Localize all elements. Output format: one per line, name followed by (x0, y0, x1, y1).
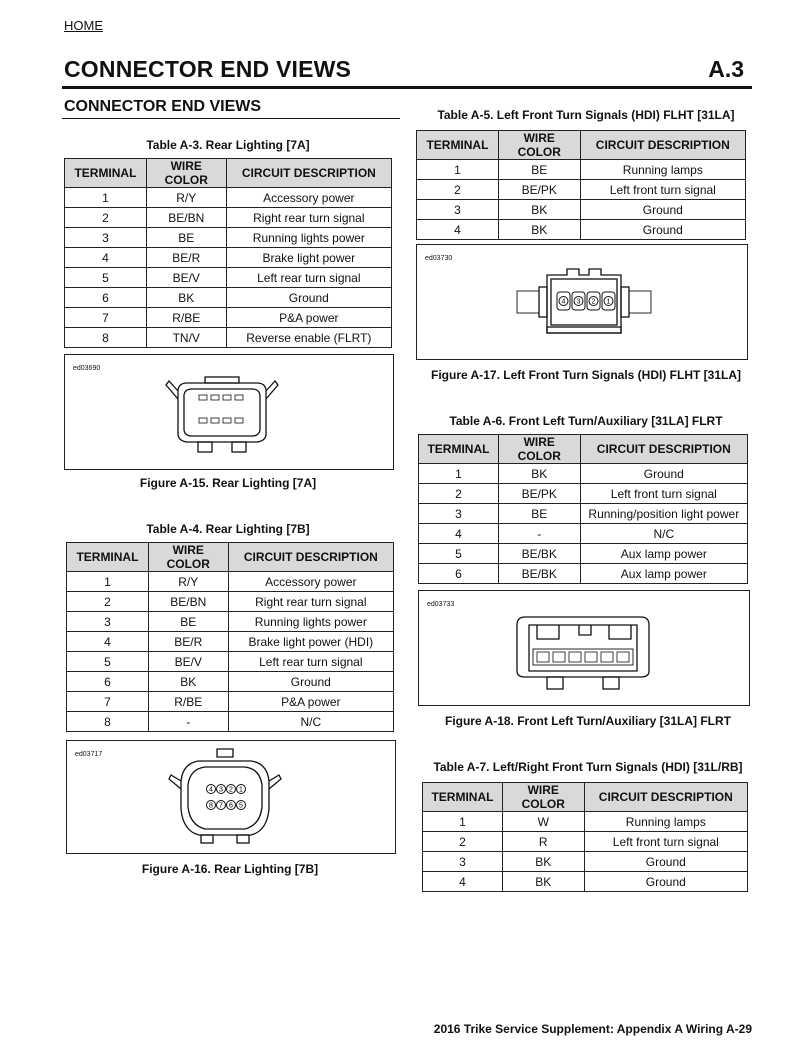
column-header: CIRCUIT DESCRIPTION (226, 159, 391, 188)
terminal-cell: 3 (417, 200, 499, 220)
pin-cavity (601, 652, 613, 662)
wire-color-cell: BE/V (148, 652, 228, 672)
wire-color-cell: BE/BN (146, 208, 226, 228)
table-a4-caption: Table A-4. Rear Lighting [7B] (146, 522, 310, 536)
wire-color-cell: TN/V (146, 328, 226, 348)
terminal-cell: 2 (423, 832, 503, 852)
connector-7b-pins (207, 785, 246, 810)
table-row (67, 612, 394, 632)
table-row (419, 564, 748, 584)
terminal-cell: 8 (67, 712, 149, 732)
table-row (65, 308, 392, 328)
column-header: TERMINAL (67, 543, 149, 572)
wire-color-cell: BE (148, 612, 228, 632)
table-row (423, 852, 748, 872)
circuit-description-cell: Aux lamp power (580, 544, 747, 564)
table-row (417, 220, 746, 240)
figure-a17-caption: Figure A-17. Left Front Turn Signals (HDI) FLHT [31LA] (431, 368, 741, 382)
wire-color-cell: BE (498, 504, 580, 524)
pin-cavity (585, 652, 597, 662)
table-row (417, 180, 746, 200)
terminal-cell: 3 (423, 852, 503, 872)
connector-31la-flrt-drawing (419, 591, 749, 705)
circuit-description-cell: Running/position light power (580, 504, 747, 524)
figure-a18 (418, 590, 750, 706)
table-row (417, 160, 746, 180)
table-a4 (66, 542, 394, 732)
connector-7b-drawing (67, 741, 395, 853)
terminal-cell: 5 (65, 268, 147, 288)
table-row (419, 524, 748, 544)
terminal-cell: 1 (65, 188, 147, 208)
table-row (419, 484, 748, 504)
terminal-cell: 4 (419, 524, 499, 544)
pin-label: 3 (576, 298, 581, 306)
circuit-description-cell: Ground (580, 200, 745, 220)
table-a5 (416, 130, 746, 240)
pin-label: 4 (561, 298, 566, 306)
column-header: CIRCUIT DESCRIPTION (228, 543, 393, 572)
terminal-cell: 1 (67, 572, 149, 592)
column-header: CIRCUIT DESCRIPTION (580, 131, 745, 160)
table-row (65, 228, 392, 248)
table-a6 (418, 434, 748, 584)
table-row (65, 248, 392, 268)
pin-cavity (569, 652, 581, 662)
column-header: TERMINAL (65, 159, 147, 188)
wire-color-cell: BE/BK (498, 564, 580, 584)
wire-color-cell: - (498, 524, 580, 544)
table-row (417, 200, 746, 220)
connector-31la-drawing (417, 245, 747, 359)
connector-7a-drawing (65, 355, 393, 469)
column-header: TERMINAL (423, 783, 503, 812)
figure-a15-caption: Figure A-15. Rear Lighting [7A] (139, 476, 317, 490)
table-a7-caption: Table A-7. Left/Right Front Turn Signals (HDI) [31L/RB] (433, 760, 743, 774)
circuit-description-cell: Right rear turn signal (226, 208, 391, 228)
figure-a16-caption: Figure A-16. Rear Lighting [7B] (141, 862, 319, 876)
table-header-row (419, 435, 748, 464)
circuit-description-cell: Accessory power (228, 572, 393, 592)
terminal-cell: 2 (67, 592, 149, 612)
circuit-description-cell: Aux lamp power (580, 564, 747, 584)
terminal-cell: 8 (65, 328, 147, 348)
pin-label: 2 (229, 786, 233, 794)
connector-31la-flrt-pins (537, 652, 629, 662)
circuit-description-cell: Ground (228, 672, 393, 692)
table-header-row (67, 543, 394, 572)
terminal-cell: 6 (419, 564, 499, 584)
table-row (67, 692, 394, 712)
wire-color-cell: R/BE (146, 308, 226, 328)
pin-label: 1 (239, 786, 243, 794)
wire-color-cell: BE/V (146, 268, 226, 288)
table-row (65, 268, 392, 288)
table-row (423, 872, 748, 892)
circuit-description-cell: Left rear turn signal (228, 652, 393, 672)
terminal-cell: 2 (65, 208, 147, 228)
table-a3 (64, 158, 392, 348)
circuit-description-cell: Reverse enable (FLRT) (226, 328, 391, 348)
terminal-cell: 6 (65, 288, 147, 308)
wire-color-cell: BE/R (148, 632, 228, 652)
wire-color-cell: R (502, 832, 584, 852)
terminal-cell: 1 (419, 464, 499, 484)
table-row (65, 288, 392, 308)
table-header-row (417, 131, 746, 160)
terminal-cell: 7 (65, 308, 147, 328)
wire-color-cell: BE/PK (498, 484, 580, 504)
column-header: WIRE COLOR (146, 159, 226, 188)
wire-color-cell: BE/BN (148, 592, 228, 612)
figure-a18-caption: Figure A-18. Front Left Turn/Auxiliary [31LA] FLRT (444, 714, 731, 728)
circuit-description-cell: Left front turn signal (580, 180, 745, 200)
wire-color-cell: BE/BK (498, 544, 580, 564)
circuit-description-cell: Right rear turn signal (228, 592, 393, 612)
circuit-description-cell: Ground (584, 852, 747, 872)
figure-code: ed03730 (425, 255, 453, 262)
section-rule (62, 118, 400, 119)
pin-cavity (537, 652, 549, 662)
terminal-cell: 4 (65, 248, 147, 268)
pin-cavity (617, 652, 629, 662)
table-row (423, 832, 748, 852)
column-header: WIRE COLOR (498, 131, 580, 160)
pin-cavity (553, 652, 565, 662)
wire-color-cell: R/BE (148, 692, 228, 712)
column-header: WIRE COLOR (502, 783, 584, 812)
circuit-description-cell: Running lamps (584, 812, 747, 832)
circuit-description-cell: N/C (580, 524, 747, 544)
figure-a17 (416, 244, 748, 360)
table-a7 (422, 782, 748, 892)
column-header: CIRCUIT DESCRIPTION (580, 435, 747, 464)
circuit-description-cell: Ground (584, 872, 747, 892)
circuit-description-cell: P&A power (228, 692, 393, 712)
table-row (67, 592, 394, 612)
terminal-cell: 1 (423, 812, 503, 832)
wire-color-cell: BK (502, 872, 584, 892)
figure-a16 (66, 740, 396, 854)
wire-color-cell: BE (146, 228, 226, 248)
table-row (419, 464, 748, 484)
page-footer: 2016 Trike Service Supplement: Appendix A Wiring A-29 (433, 1022, 752, 1036)
terminal-cell: 5 (67, 652, 149, 672)
wire-color-cell: BE/R (146, 248, 226, 268)
table-row (67, 672, 394, 692)
title-rule (62, 86, 752, 89)
column-header: CIRCUIT DESCRIPTION (584, 783, 747, 812)
circuit-description-cell: Brake light power (226, 248, 391, 268)
wire-color-cell: - (148, 712, 228, 732)
table-row (65, 188, 392, 208)
wire-color-cell: BK (148, 672, 228, 692)
wire-color-cell: W (502, 812, 584, 832)
column-header: WIRE COLOR (498, 435, 580, 464)
terminal-cell: 4 (67, 632, 149, 652)
terminal-cell: 3 (65, 228, 147, 248)
figure-code: ed03717 (75, 751, 103, 758)
column-header: WIRE COLOR (148, 543, 228, 572)
circuit-description-cell: Running lamps (580, 160, 745, 180)
section-title: CONNECTOR END VIEWS (64, 98, 262, 115)
circuit-description-cell: Left front turn signal (584, 832, 747, 852)
circuit-description-cell: Ground (580, 464, 747, 484)
connector-31la-pins (557, 292, 615, 310)
pin-label: 2 (591, 298, 596, 306)
terminal-cell: 7 (67, 692, 149, 712)
terminal-cell: 6 (67, 672, 149, 692)
table-row (67, 572, 394, 592)
column-header: TERMINAL (419, 435, 499, 464)
wire-color-cell: BE (498, 160, 580, 180)
circuit-description-cell: Left rear turn signal (226, 268, 391, 288)
figure-a15 (64, 354, 394, 470)
wire-color-cell: R/Y (148, 572, 228, 592)
table-a5-caption: Table A-5. Left Front Turn Signals (HDI) FLHT [31LA] (437, 108, 735, 122)
wire-color-cell: BK (502, 852, 584, 872)
wire-color-cell: BE/PK (498, 180, 580, 200)
pin-label: 7 (219, 802, 223, 810)
circuit-description-cell: N/C (228, 712, 393, 732)
table-a3-caption: Table A-3. Rear Lighting [7A] (146, 138, 310, 152)
terminal-cell: 4 (417, 220, 499, 240)
figure-code: ed03690 (73, 365, 101, 372)
circuit-description-cell: Left front turn signal (580, 484, 747, 504)
circuit-description-cell: Ground (580, 220, 745, 240)
table-row (67, 652, 394, 672)
table-row (419, 544, 748, 564)
terminal-cell: 3 (67, 612, 149, 632)
column-header: TERMINAL (417, 131, 499, 160)
pin-label: 6 (229, 802, 233, 810)
terminal-cell: 2 (419, 484, 499, 504)
pin-label: 8 (209, 802, 213, 810)
table-row (67, 712, 394, 732)
circuit-description-cell: Running lights power (226, 228, 391, 248)
page-title: CONNECTOR END VIEWS (64, 56, 352, 82)
circuit-description-cell: Ground (226, 288, 391, 308)
wire-color-cell: BK (146, 288, 226, 308)
wire-color-cell: BK (498, 220, 580, 240)
terminal-cell: 1 (417, 160, 499, 180)
terminal-cell: 3 (419, 504, 499, 524)
pin-label: 5 (239, 802, 243, 810)
circuit-description-cell: P&A power (226, 308, 391, 328)
terminal-cell: 4 (423, 872, 503, 892)
circuit-description-cell: Running lights power (228, 612, 393, 632)
wire-color-cell: BK (498, 200, 580, 220)
table-a6-caption: Table A-6. Front Left Turn/Auxiliary [31LA] FLRT (449, 414, 723, 428)
table-header-row (423, 783, 748, 812)
table-row (423, 812, 748, 832)
table-row (65, 208, 392, 228)
page-code: A.3 (708, 56, 744, 82)
pin-label: 3 (219, 786, 223, 794)
terminal-cell: 2 (417, 180, 499, 200)
circuit-description-cell: Accessory power (226, 188, 391, 208)
table-row (419, 504, 748, 524)
pin-label: 4 (209, 786, 213, 794)
table-row (67, 632, 394, 652)
wire-color-cell: R/Y (146, 188, 226, 208)
pin-label: 1 (606, 298, 611, 306)
circuit-description-cell: Brake light power (HDI) (228, 632, 393, 652)
table-header-row (65, 159, 392, 188)
table-row (65, 328, 392, 348)
terminal-cell: 5 (419, 544, 499, 564)
figure-code: ed03733 (427, 601, 455, 608)
wire-color-cell: BK (498, 464, 580, 484)
home-link[interactable]: HOME (64, 18, 103, 33)
